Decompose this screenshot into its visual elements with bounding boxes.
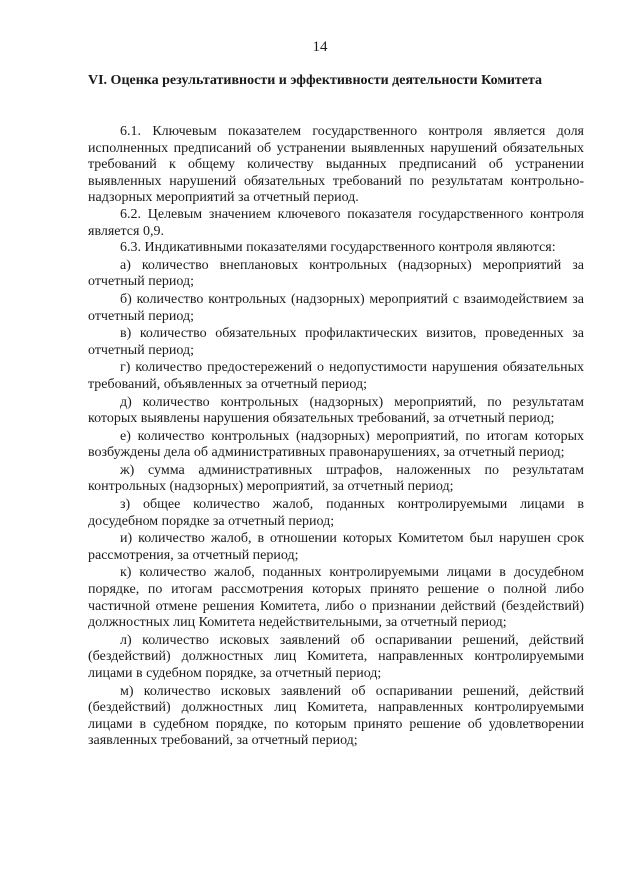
list-item-v: в) количество обязательных профилактических визитов, проведенных за отчетный период; — [88, 326, 584, 358]
list-item-l: л) количество исковых заявлений об оспаривании решений, действий (бездействий) должностных лиц Комитета, направленных контролируемыми лицами в судебном порядке, за отчетный период; — [88, 632, 584, 681]
list-item-d: д) количество контрольных (надзорных) мероприятий, по результатам которых выявлены нарушения обязательных требований, за отчетный период; — [88, 394, 584, 427]
document-body — [88, 124, 584, 750]
list-item-z: з) общее количество жалоб, поданных контролируемыми лицами в досудебном порядке за отчетный период; — [88, 497, 584, 529]
list-item-m: м) количество исковых заявлений об оспаривании решений, действий (бездействий) должностных лиц Комитета, направленных контролируемыми лицами в судебном порядке, по которым принято решение об удовлетворении заявленных требований, за отчетный период; — [88, 683, 584, 749]
paragraph-6-3: 6.3. Индикативными показателями государственного контроля являются: — [120, 240, 556, 256]
paragraph-6-2: 6.2. Целевым значением ключевого показателя государственного контроля является 0,9. — [88, 206, 584, 239]
list-item-a: а) количество внеплановых контрольных (надзорных) мероприятий за отчетный период; — [88, 257, 584, 290]
list-item-e: е) количество контрольных (надзорных) мероприятий, по итогам которых возбуждены дела об административных правонарушениях, за отчетный период; — [88, 428, 584, 461]
section-heading: VI. Оценка результативности и эффективности деятельности Комитета — [88, 73, 543, 88]
page-number: 14 — [312, 39, 328, 55]
list-item-g: г) количество предостережений о недопустимости нарушения обязательных требований, объявленных за отчетный период; — [88, 360, 584, 392]
list-item-zh: ж) сумма административных штрафов, наложенных по результатам контрольных (надзорных) мероприятий, за отчетный период; — [88, 462, 584, 495]
list-item-i: и) количество жалоб, в отношении которых Комитетом был нарушен срок рассмотрения, за отчетный период; — [88, 531, 584, 563]
list-item-k: к) количество жалоб, поданных контролируемыми лицами в досудебном порядке, по итогам рассмотрения которых принято решение о полной либо частичной отмене решения Комитета, либо о признании действий (бездействий) должностных лиц Комитета недействительными, за отчетный период; — [88, 565, 584, 631]
paragraph-6-1: 6.1. Ключевым показателем государственного контроля является доля исполненных предписаний об устранении выявленных нарушений обязательных требований к общему количеству выданных предписаний об устранении выявленных нарушений обязательных требований по результатам контрольно-надзорных мероприятий за отчетный период. — [88, 124, 584, 206]
list-item-b: б) количество контрольных (надзорных) мероприятий с взаимодействием за отчетный период; — [88, 291, 584, 324]
